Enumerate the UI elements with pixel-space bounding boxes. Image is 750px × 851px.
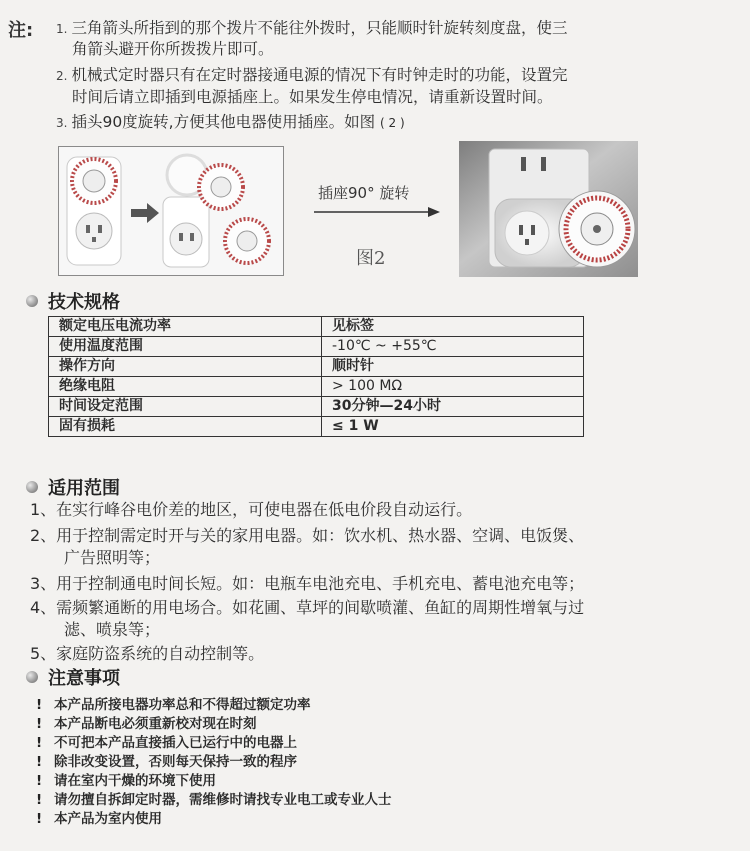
caution-item: ! 除非改变设置，否则每天保持一致的程序 xyxy=(36,754,297,770)
table-row xyxy=(49,357,584,377)
caution-item: ! 本产品断电必须重新校对现在时刻 xyxy=(36,716,257,732)
spec-value: 见标签 xyxy=(322,317,584,337)
spec-key: 绝缘电阻 xyxy=(49,377,322,397)
note-2-line-1: 2. 机械式定时器只有在定时器接通电源的情况下有时钟走时的功能，设置完 xyxy=(56,66,568,84)
spec-value: 顺时针 xyxy=(322,357,584,377)
scope-item-1: 1、在实行峰谷电价差的地区，可使电器在低电价段自动运行。 xyxy=(30,500,473,519)
exclamation-icon: ! xyxy=(36,754,43,770)
bullet-icon xyxy=(26,481,38,493)
table-row xyxy=(49,417,584,437)
specs-heading: 技术规格 xyxy=(26,288,120,314)
bullet-icon xyxy=(26,671,38,683)
figure-caption: 图2 xyxy=(356,248,386,269)
exclamation-icon: ! xyxy=(36,773,43,789)
exclamation-icon: ! xyxy=(36,792,43,808)
scope-heading: 适用范围 xyxy=(26,474,120,500)
spec-key: 时间设定范围 xyxy=(49,397,322,417)
note-2-line-2: 时间后请立即插到电源插座上。如果发生停电情况，请重新设置时间。 xyxy=(72,88,553,106)
spec-value: ≤ 1 W xyxy=(322,417,584,437)
plug-rotation-photo-after xyxy=(459,141,638,277)
figure-reference: ( 2 ) xyxy=(380,116,405,130)
table-row xyxy=(49,397,584,417)
table-row xyxy=(49,377,584,397)
spec-value: > 100 MΩ xyxy=(322,377,584,397)
scope-item-2-cont: 广告照明等； xyxy=(64,548,161,567)
bullet-icon xyxy=(26,295,38,307)
caution-item: ! 请在室内干燥的环境下使用 xyxy=(36,773,216,789)
cautions-heading: 注意事项 xyxy=(26,664,120,690)
plug-rotation-photo-before xyxy=(58,146,284,276)
spec-key: 固有损耗 xyxy=(49,417,322,437)
scope-item-4: 4、需频繁通断的用电场合。如花圃、草坪的间歇喷灌、鱼缸的周期性增氧与过 xyxy=(30,598,585,617)
note-1-line-2: 角箭头避开你所拨拨片即可。 xyxy=(72,40,274,58)
timer-rotation-illustration xyxy=(59,147,283,275)
spec-key: 额定电压电流功率 xyxy=(49,317,322,337)
note-1-line-1: 1. 三角箭头所指到的那个拨片不能往外拨时，只能顺时针旋转刻度盘，使三 xyxy=(56,19,568,37)
scope-item-3: 3、用于控制通电时间长短。如：电瓶车电池充电、手机充电、蓄电池充电等； xyxy=(30,574,585,593)
rotation-label: 插座90° 旋转 xyxy=(318,184,410,202)
exclamation-icon: ! xyxy=(36,716,43,732)
caution-item: ! 本产品为室内使用 xyxy=(36,811,162,827)
table-row xyxy=(49,317,584,337)
exclamation-icon: ! xyxy=(36,697,43,713)
scope-item-2: 2、用于控制需定时开与关的家用电器。如：饮水机、热水器、空调、电饭煲、 xyxy=(30,526,585,545)
caution-item: ! 不可把本产品直接插入已运行中的电器上 xyxy=(36,735,297,751)
note-3-line-1: 3. 插头90度旋转,方便其他电器使用插座。如图 ( 2 ) xyxy=(56,113,405,131)
spec-value: -10℃ ~ +55℃ xyxy=(322,337,584,357)
table-row xyxy=(49,337,584,357)
exclamation-icon: ! xyxy=(36,735,43,751)
right-arrow-icon xyxy=(312,204,442,220)
rotated-timer-photo xyxy=(459,141,638,277)
caution-item: ! 本产品所接电器功率总和不得超过额定功率 xyxy=(36,697,311,713)
spec-key: 使用温度范围 xyxy=(49,337,322,357)
scope-item-4-cont: 滤、喷泉等； xyxy=(64,620,161,639)
spec-value: 30分钟—24小时 xyxy=(322,397,584,417)
specs-table xyxy=(48,316,584,437)
exclamation-icon: ! xyxy=(36,811,43,827)
spec-key: 操作方向 xyxy=(49,357,322,377)
scope-item-5: 5、家庭防盗系统的自动控制等。 xyxy=(30,644,265,663)
caution-item: ! 请勿擅自拆卸定时器，需维修时请找专业电工或专业人士 xyxy=(36,792,392,808)
notes-heading: 注: xyxy=(8,20,34,41)
